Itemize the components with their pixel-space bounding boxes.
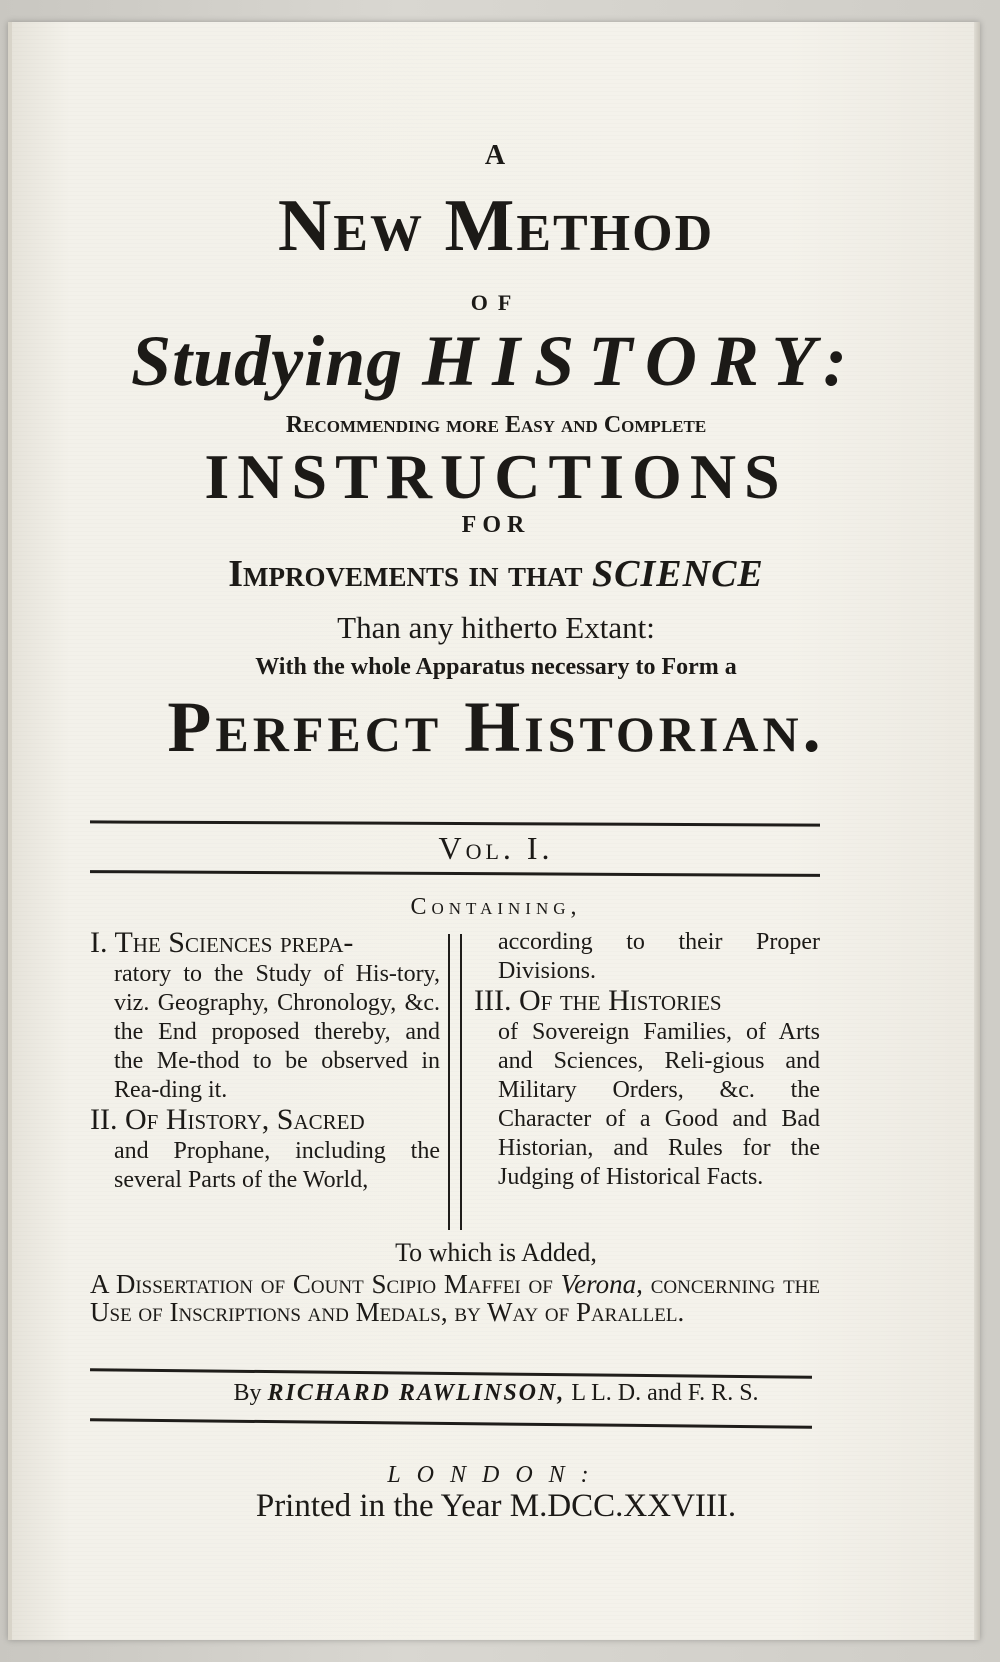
contents-left-column — [90, 928, 440, 1195]
title-page — [8, 22, 980, 1640]
rule-below-author — [90, 1418, 812, 1429]
title-history: HISTORY: — [422, 321, 861, 401]
rule-below-volume — [90, 870, 820, 877]
title-article: A — [484, 140, 508, 171]
title-of: OF — [470, 290, 522, 315]
volume-label: Vol. I. — [438, 830, 554, 866]
author-degrees: L L. D. and F. R. S. — [571, 1380, 759, 1406]
contents-item-1-heading: I. The Sciences prepa- — [90, 926, 354, 959]
rule-above-author — [90, 1368, 812, 1379]
contents-right-column — [474, 928, 820, 1192]
title-science: SCIENCE — [592, 553, 764, 595]
contents-item-1-body: ratory to the Study of His-tory, viz. Geography, Chronology, &c. the End proposed thereby, and the Me-thod to be observed in Rea-ding it. — [114, 961, 440, 1103]
imprint-city: LONDON: — [387, 1462, 605, 1488]
author-line — [12, 1380, 980, 1407]
title-for: FOR — [461, 512, 531, 538]
author-by: By — [233, 1380, 262, 1406]
title-perfect-historian: Perfect Historian. — [167, 687, 825, 767]
title-improvements — [12, 552, 980, 596]
column-divider — [448, 934, 462, 1230]
subtitle-with: With the whole Apparatus necessary to Form a — [255, 654, 737, 680]
subtitle-recommending-text: Recommending more Easy and Complete — [285, 412, 707, 438]
title-studying: Studying — [131, 321, 404, 401]
contents-item-2-heading: II. Of History, Sacred — [90, 1103, 365, 1136]
dissertation-rest: concerning the Use of Inscriptions and Medals, by Way of Parallel. — [90, 1269, 821, 1327]
contents-item-2-continued: according to their Proper Divisions. — [498, 929, 820, 984]
dissertation-place: Verona, — [560, 1269, 643, 1299]
title-new-method: New Method — [277, 185, 715, 267]
rule-top — [90, 820, 820, 826]
contents-item-3-heading: III. Of the Histories — [474, 984, 722, 1017]
title-improvements-text: Improvements in that — [228, 553, 583, 595]
imprint-printed: Printed in the Year M.DCC.XXVIII. — [255, 1488, 737, 1524]
title-studying-history — [12, 320, 980, 403]
containing-heading: Containing, — [410, 894, 582, 920]
contents-item-3-body: of Sovereign Families, of Arts and Sciences, Reli-gious and Military Orders, &c. the Character of a Good and Bad Historian, and Rules for the Judging of Historical Facts. — [498, 1019, 820, 1190]
dissertation-start: A Dissertation of Count Scipio Maffei of — [90, 1269, 553, 1299]
added-heading: To which is Added, — [395, 1238, 597, 1267]
subtitle-than: Than any hitherto Extant: — [337, 610, 655, 645]
author-name: RICHARD RAWLINSON, — [267, 1380, 566, 1406]
contents-item-2-body: and Prophane, including the several Parts of the World, — [114, 1138, 440, 1193]
title-instructions: INSTRUCTIONS — [204, 441, 788, 512]
dissertation-text — [90, 1270, 820, 1326]
subtitle-recommending — [12, 412, 980, 439]
